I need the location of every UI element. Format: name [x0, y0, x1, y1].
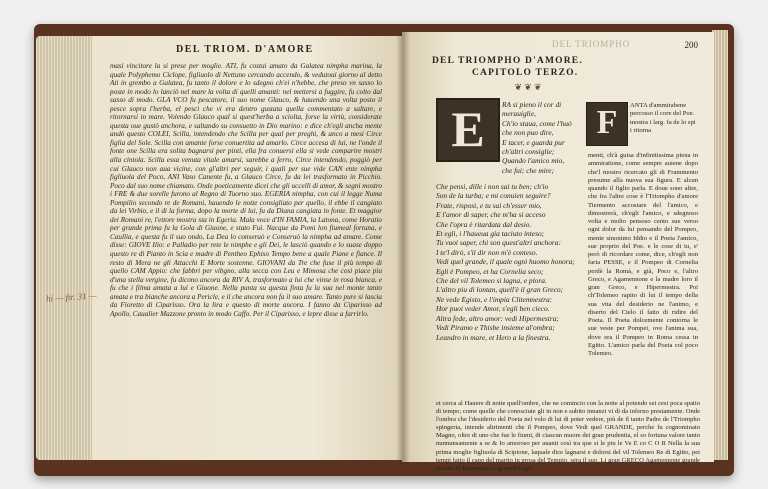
- verse-line: Vedi quel grande, il quale ogni huomo honora;: [436, 257, 575, 267]
- fleuron-ornament: ❦ ❦ ❦: [514, 82, 542, 92]
- prose-commentary: et cerca al Hauere di notte quell'ombre, che ne comincio con la notte al potendo sei cesi poca spatio di tempo; come quelle che conosciute gli in non e subito innanzi vi di da inferno prestamente. Onde l'ombra che l'desiderio del Poeta nel volo di lui di poter vedere, più de il tanto Padre de l'Triompho spingeria, intende altrimenti che il Pompeo, dove Vedi quel GRANDE, perche fu cognominato Magno, oltre di uno che fue le fiumi, di ciascun muore dei gran prudentia, el so fortuna valore tanto nunnunsamente a se & Io amoroso per auanti così tra que si le piu le Ve E co C O R Nella la sua prima moglie figliuola di Scipione, laquale dice lagnarsi e dolorsi del vil Tolemeo Re di Egitto, pei tempi fatto il capo del marito in prosa del Tempio, sera il suo. Li gran GRECO Agamennone grande perche fu Imperatore e general Capi-: [436, 400, 700, 472]
- commentary-opening: ANTA d'ammirabene percosso il core del Poe. mostra i larg. fa de lo spi i ritorna: [630, 102, 696, 134]
- verse-line: Frate, risposi, e tu sai ch'esser mio,: [436, 200, 542, 210]
- verse-line: Che pensi, dille i non sai tu ben; ch'io: [436, 182, 549, 191]
- commentary-text: menti, ch'à guisa d'infinitissima piena in ammiratione, come sempre auiene dopo che'l mostro ricercato gli di Frammento presume alla nuova sua figura. E alcun quando il figlio parla. E doue sono altre, che fra l'altre cose è l'Triompho d'amore Tiermento accostare del l'amico, e dimostrerà, ch'egli l'amico, e sdegnoso volta e molto pensoso cento sue verso ogni dolor da lui pensando del Pompeo, mente sinonimo Iddio e il Poeta l'amico, sue proprio del Poe. e le cose di tu, e' però di ricordare come, dice, ch'egli non faria PESSE, e il Pompeo di Cornelia perdè la Romà, e già, Poco e, l'altro Greco, e Agamennone e la madre loro il gran Greco, e Hipermestra. Poi ch'Tolemeo rapito di lui il tempo della sua vita del desiderio ne l'animo, e diserto del Cielo il fatto di ridire del Poeta. Il Poeta dolcemente contorna le sue veste per Pompei, ove l'anima sua, dove era il Pompeo in Roma cessa in Egitto. L'amico parla del Poeta col poco Tolemeo.: [588, 152, 698, 357]
- left-page: [92, 36, 402, 460]
- decorated-initial-e: E: [436, 98, 500, 162]
- verse-line: Vedi Piramo e Thisbe insieme al'ombra;: [436, 323, 555, 333]
- verse-line: Quando l'amico mio,: [502, 156, 565, 166]
- page-edges-right: [712, 30, 728, 460]
- verse-line: L'altro piu di lontan, quell'è il gran Greco;: [436, 285, 564, 295]
- verse-line: E l'amor di saper, che m'ha si acceso: [436, 210, 546, 220]
- page-number: 200: [684, 40, 698, 50]
- verse-line: ch'altri consiglie;: [502, 147, 555, 157]
- left-page-body: masi vincitore la si prese per moglie. ATI, fu costui amato da Galatea nimpha marina, la quale Polyphemo Ciclope, figliuolo di Nettuno cercando accendo, & vedutoui giorno al detto Ati in grembo a Galatea, fu tanto il dolore e lo sdegno ch'ei n'hebbe, che preso vn sasso lo poste in modo lo lanciò nel mare la volta di quelli amanti: nel mettersi a fuggire, fu colto dal sasso di modo. GLA VCO fu pescatore, il suo nome Glauco, & hauendo una volta posto il pesce sopra l'herba, el pesci che vi era dentro gustata quella commentato a saltare, e ritornarsi in mare. Volendo Glauco qual si quest'herba a sciolta, forse la virtù, considerate questa oue gustò anchora, e saltando su consuetto in Dio marino: e dice ch'egli ancha mente andò questo COLEI, Scilla, intendendo che Scilla per qual per preghi, & anco a mesi Circe figlia del Sole. Scilla con amante forse conuertita ad amarlo. Circe accesa di lui, ne l'onde il fonte one Scilla era solita bagnarsi per pinti, ella fra conuersi ella si vede comparire mostri alla cintola. Scilla essa venuta vitale amarsi, sarebbe a ferro, Circe intendendo, poggiò per cui Glauco non aua vicine, con gl'altri per seguir, i quali per sue vide CAN ente nimpha figliuola del Poco, ANI Vaso Canente fu, a Glauco Circe, fu da lei trasformato in Picchio. Poco dal suo nome chiamato. Onde poeticamente dicei che gli uccelli di amor, & segni mostro i FRE & due sorelle furono al Regno di Tuorno suo. EGERIA nimpha, con cui il legge Numa Pompilio secondo re de Romani, hauendo le notte consigliato per quello, il ebbe il cangiato da lei Virbio, e il di la forma, dopo la morte di lui, fu da Diana cangiata in fonte. Et maggior dei Romani re, l'ettore mostra sta in Egeria. Mala voce d'IN FAMIA, la Latona, come Horatio per grande prima fu la Gola di Giuone, e stato Fui. Nacque da Pomi lon fiumeal fortuna, e Caullia, e questa fu il suo ondo, La Dea lo conseruò e Conseruò la nimpha ad amare. Come disse: GIOVE Ilio: e Palladio per rete le nimphe e gli Dei, le lasciò quando e lo suase doppo questo re di Pianto in Scia e madre di Pentheo Ephiso Tempo bene a quale Piane e fiance. Il resto di Mera ne gli Attacchi E Morte sostenne. GIOVANI da Tre che fuse il più tempo di quello CAM Appio: che fabbri per vibgno, alla secca con Leu e Mimosa che cosi piace piu d'una stella vergine, fu dicono ancora da RIV A, trasformato a lui che vinse in rosa bianca, e fu che i filma amata a lui e Giuone. Nella punta su questa finta fu la sua nel monte tanto amata e tra bianche ancora a Pericle, e il che ancora non fa il suo amare. Tanto pure si lascia da Fioretto di Ciparisso. Ora la lira e questo di morte ancora. I fanno da Ciparisso ad Apollo, Caualier Mazzone pronto in modo Caffo. Per il Ciparisso, e lepre disse a farrirlo.: [110, 62, 382, 318]
- running-header-left: DEL TRIOM. D'AMORE: [176, 44, 314, 55]
- verse-line: merauiglie,: [502, 109, 536, 119]
- verse-line: Che l'opra è ritardata dal desio.: [436, 219, 532, 229]
- verse-line: che non puo dire,: [502, 128, 554, 138]
- verse-line: Leandro in mare, et Hero a la finestra.: [436, 332, 551, 342]
- chapter-title: DEL TRIOMPHO D'AMORE.: [432, 56, 583, 66]
- verse-line: Son de la turba; e mi conuien seguire?: [436, 191, 551, 201]
- decorated-initial-f: F: [586, 102, 628, 146]
- verse-line: Egli è Pompeo, et ha Cornelia seco;: [436, 266, 544, 276]
- verse-line: I te'l dirò, s'il dir non m'è conteso.: [436, 247, 538, 257]
- verse-line: Che del vil Tolemeo si lagna, e plora.: [436, 276, 547, 286]
- verse-opening: [502, 100, 580, 175]
- verse-line: Hor puoi veder Amor, s'egli ben cieco.: [436, 304, 550, 314]
- chapter-subtitle: CAPITOLO TERZO.: [472, 68, 579, 78]
- verse-line: Ch'io staua, come l'huó: [502, 118, 572, 128]
- handwritten-margin-note: hi — ftr. 31 —: [45, 290, 98, 304]
- verse-line: che fui; che mire;: [502, 165, 555, 175]
- show-through-header: DEL TRIOMPHO: [552, 39, 631, 49]
- verse-body: [436, 182, 586, 342]
- book-gutter: [396, 30, 410, 464]
- verse-line: Altra fede, altro amor: vedi Hipermestra;: [436, 313, 559, 323]
- verse-line: E tacer, e guarda pur: [502, 137, 565, 147]
- verse-line: RA si pieno il cor di: [502, 100, 562, 109]
- commentary-column: [588, 102, 698, 358]
- verse-line: Et egli, i l'haueua gia taciuto inteso;: [436, 229, 545, 239]
- verse-line: Ne vede Egisto, e l'impia Clitemnestra:: [436, 294, 553, 304]
- page-edges-left: [36, 36, 96, 460]
- verse-line: Tu vuoi saper, chi son quest'altri anchora:: [436, 238, 561, 248]
- right-page: [402, 32, 714, 472]
